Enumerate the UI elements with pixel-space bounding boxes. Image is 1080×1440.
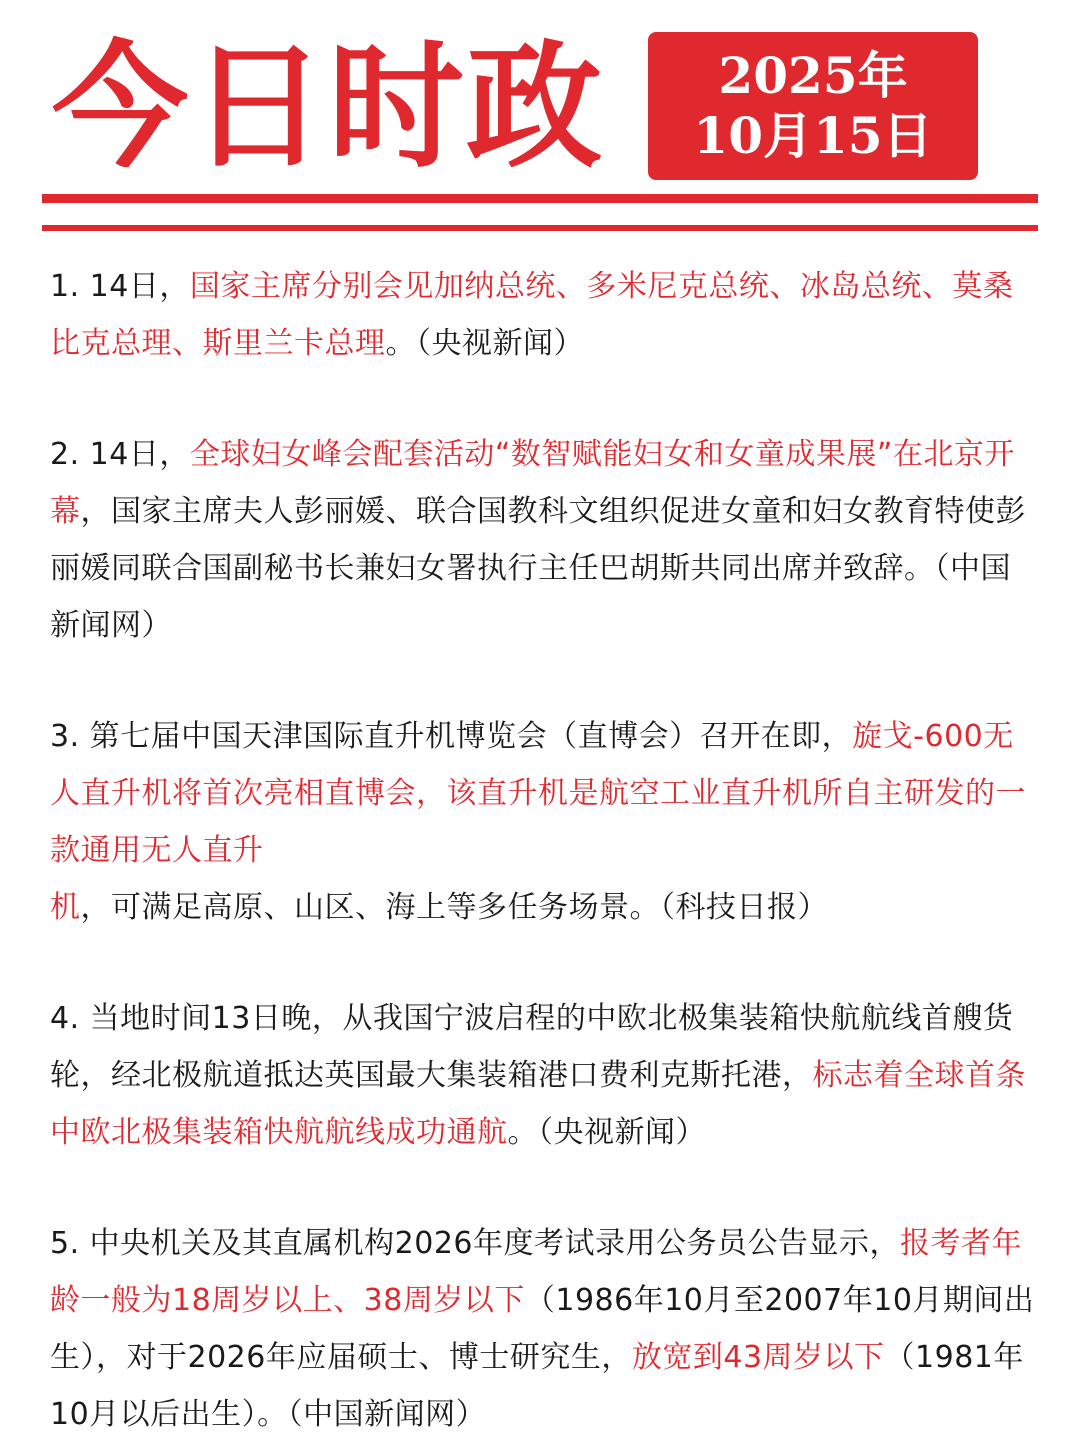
news-text: 3. 第七届中国天津国际直升机博览会（直博会）召开在即，: [50, 719, 853, 754]
news-text: （1986年10月至2007年10月期间出生），对于2026年应届硕士、博士研究生，: [50, 1283, 1035, 1375]
news-list: [50, 258, 1040, 1440]
news-text: 1. 14日，: [50, 269, 190, 304]
header-divider-thin: [42, 225, 1038, 231]
news-text: 。（央视新闻）: [507, 1115, 706, 1150]
header: [0, 0, 1080, 195]
news-highlight: 标志着全球首条中欧北极集装箱快航航线成功通航: [50, 1058, 1026, 1150]
news-highlight: 报考者年龄一般为18周岁以上、38周岁以下: [50, 1226, 1023, 1318]
news-text: 2. 14日，: [50, 437, 190, 472]
news-text: （1981年10月以后出生）。（中国新闻网）: [50, 1340, 1024, 1432]
news-item: [50, 1215, 1040, 1440]
news-text: ，国家主席夫人彭丽媛、联合国教科文组织促进女童和妇女教育特使彭丽媛同联合国副秘书长兼妇女署执行主任巴胡斯共同出席并致辞。（中国新闻网）: [50, 494, 1026, 643]
news-text: 。（央视新闻）: [385, 326, 584, 361]
news-highlight: 放宽到43周岁以下: [631, 1340, 885, 1375]
page-title: 今日时政: [52, 27, 604, 187]
date-day: 10月15日: [693, 106, 933, 165]
news-item: [50, 990, 1040, 1161]
date-badge: [648, 32, 978, 180]
news-highlight: 国家主席分别会见加纳总统、多米尼克总统、冰岛总统、莫桑比克总理、斯里兰卡总理: [50, 269, 1014, 361]
news-item: [50, 708, 1040, 936]
news-text: 5. 中央机关及其直属机构2026年度考试录用公务员公告显示，: [50, 1226, 901, 1261]
news-item: [50, 426, 1040, 654]
news-item: [50, 258, 1040, 372]
header-divider-thick: [42, 194, 1038, 203]
news-highlight: 全球妇女峰会配套活动“数智赋能妇女和女童成果展”在北京开幕: [50, 437, 1015, 529]
news-text: 4. 当地时间13日晚，从我国宁波启程的中欧北极集装箱快航航线首艘货轮，经北极航道抵达英国最大集装箱港口费利克斯托港，: [50, 1001, 1014, 1093]
date-year: 2025年: [718, 46, 908, 105]
news-text: ，可满足高原、山区、海上等多任务场景。（科技日报）: [80, 890, 828, 925]
news-highlight: 旋戈-600无人直升机将首次亮相直博会，该直升机是航空工业直升机所自主研发的一款通用无人直升机: [50, 719, 1026, 925]
